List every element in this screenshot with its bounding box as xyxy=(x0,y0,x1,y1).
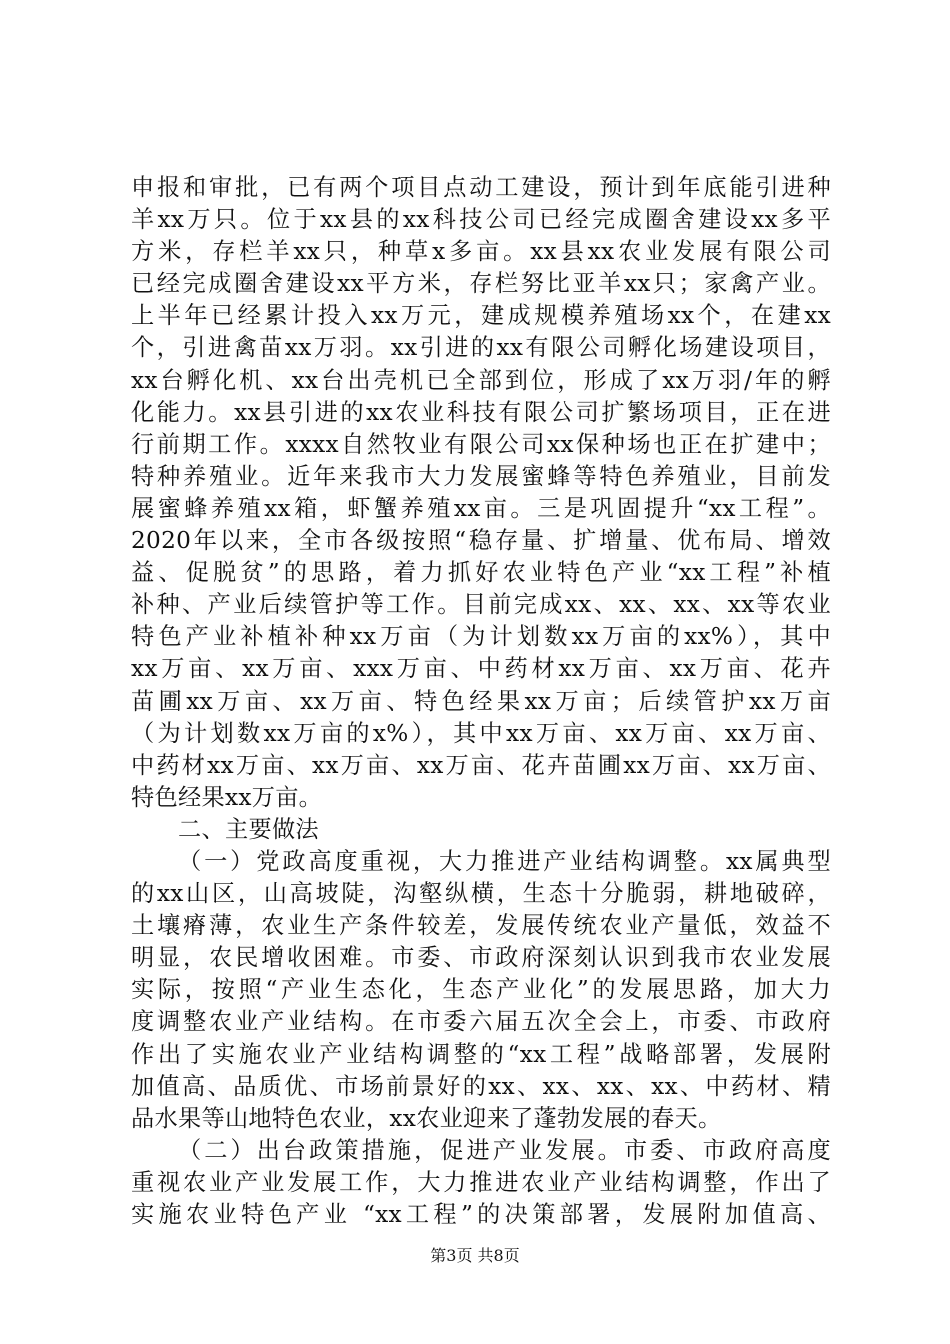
text-line: xx万亩、xx万亩、xxx万亩、中药材xx万亩、xx万亩、花卉 xyxy=(131,655,831,683)
text-line: 的xx山区，山高坡陡，沟壑纵横，生态十分脆弱，耕地破碎， xyxy=(131,880,831,908)
text-line: 加值高、品质优、市场前景好的xx、xx、xx、xx、中药材、精 xyxy=(131,1072,831,1100)
text-line: 明显，农民增收困难。市委、市政府深刻认识到我市农业发展 xyxy=(131,944,831,972)
text-line: xx台孵化机、xx台出壳机已全部到位，形成了xx万羽/年的孵 xyxy=(131,366,831,394)
paragraph-first-line: （一）党政高度重视，大力推进产业结构调整。xx属典型 xyxy=(178,847,831,875)
paragraph-first-line: （二）出台政策措施，促进产业发展。市委、市政府高度 xyxy=(178,1136,831,1164)
text-line: 申报和审批，已有两个项目点动工建设，预计到年底能引进种 xyxy=(131,174,831,201)
page-footer: 第3页 共8页 xyxy=(430,1246,520,1265)
text-line: 化能力。xx县引进的xx农业科技有限公司扩繁场项目，正在进 xyxy=(131,398,831,426)
text-line: 特色经果xx万亩。 xyxy=(131,783,323,811)
text-line: 上半年已经累计投入xx万元，建成规模养殖场xx个，在建xx xyxy=(131,302,831,330)
text-line: 实际，按照“产业生态化，生态产业化”的发展思路，加大力 xyxy=(131,976,831,1004)
text-line: 特色产业补植补种xx万亩（为计划数xx万亩的xx%），其中 xyxy=(131,623,831,651)
text-line: 实施农业特色产业 “xx工程”的决策部署，发展附加值高、 xyxy=(131,1201,831,1228)
text-line: 个，引进禽苗xx万羽。xx引进的xx有限公司孵化场建设项目， xyxy=(131,334,831,362)
document-body xyxy=(131,172,831,1231)
text-line: 品水果等山地特色农业，xx农业迎来了蓬勃发展的春天。 xyxy=(131,1104,722,1132)
text-line: 土壤瘠薄，农业生产条件较差，发展传统农业产量低，效益不 xyxy=(131,912,831,940)
text-line: 补种、产业后续管护等工作。目前完成xx、xx、xx、xx等农业 xyxy=(131,591,831,619)
text-line: 特种养殖业。近年来我市大力发展蜜蜂等特色养殖业，目前发 xyxy=(131,462,831,490)
text-line: 行前期工作。xxxx自然牧业有限公司xx保种场也正在扩建中； xyxy=(131,430,831,458)
text-line: 方米，存栏羊xx只，种草x多亩。xx县xx农业发展有限公司 xyxy=(131,238,831,266)
text-line: 度调整农业产业结构。在市委六届五次全会上，市委、市政府 xyxy=(131,1008,831,1036)
text-line: 重视农业产业发展工作，大力推进农业产业结构调整，作出了 xyxy=(131,1168,831,1196)
text-line: 苗圃xx万亩、xx万亩、特色经果xx万亩；后续管护xx万亩 xyxy=(131,687,831,715)
text-line: 2020年以来，全市各级按照“稳存量、扩增量、优布局、增效 xyxy=(131,527,831,555)
text-line: 已经完成圈舍建设xx平方米，存栏努比亚羊xx只；家禽产业。 xyxy=(131,270,831,298)
text-line: 益、促脱贫”的思路，着力抓好农业特色产业“xx工程”补植 xyxy=(131,559,831,587)
text-line: 作出了实施农业产业结构调整的“xx工程”战略部署，发展附 xyxy=(131,1040,831,1068)
section-heading: 二、主要做法 xyxy=(178,815,319,843)
text-line: （为计划数xx万亩的x%），其中xx万亩、xx万亩、xx万亩、 xyxy=(131,719,831,747)
text-line: 中药材xx万亩、xx万亩、xx万亩、花卉苗圃xx万亩、xx万亩、 xyxy=(131,751,831,779)
text-line: 羊xx万只。位于xx县的xx科技公司已经完成圈舍建设xx多平 xyxy=(131,206,831,234)
text-line: 展蜜蜂养殖xx箱，虾蟹养殖xx亩。三是巩固提升“xx工程”。 xyxy=(131,494,831,522)
